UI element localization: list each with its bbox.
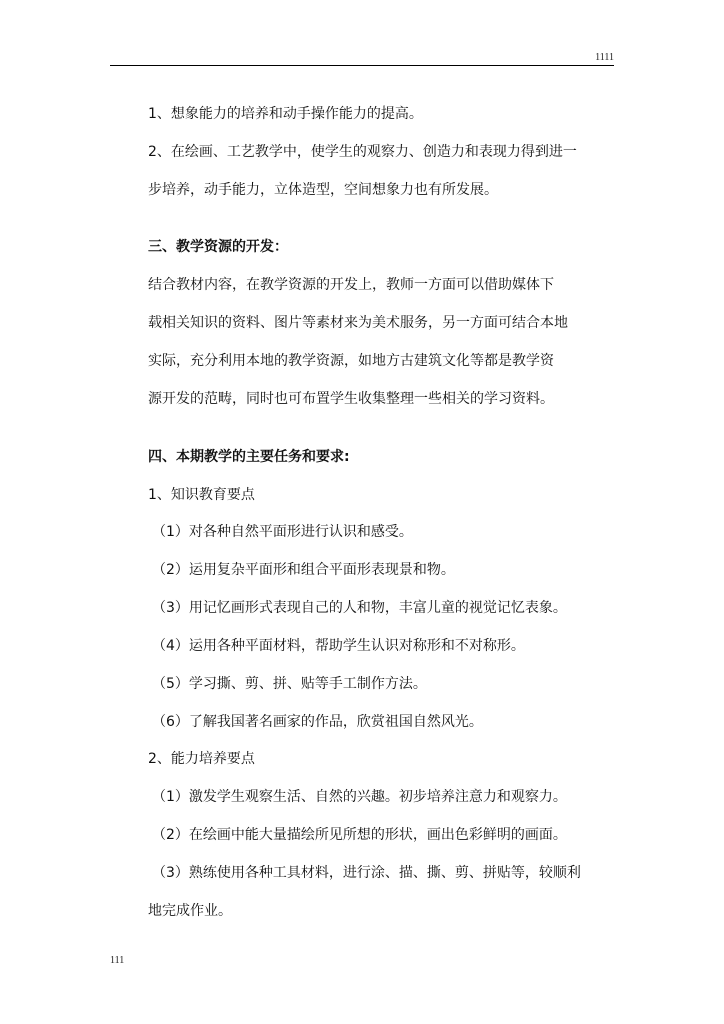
subheading-ability: 2、能力培养要点 (148, 751, 255, 767)
knowledge-item-2: （2）运用复杂平面形和组合平面形表现景和物。 (152, 562, 455, 578)
ability-item-3-cont: 地完成作业。 (148, 903, 232, 919)
knowledge-item-6: （6）了解我国著名画家的作品，欣赏祖国自然风光。 (152, 714, 483, 730)
goal-line-1: 1、想象能力的培养和动手操作能力的提高。 (148, 106, 423, 122)
resources-para-line-1: 结合教材内容，在教学资源的开发上，教师一方面可以借助媒体下 (148, 277, 554, 293)
ability-item-3: （3）熟练使用各种工具材料，进行涂、描、撕、剪、拼贴等，较顺利 (152, 865, 581, 881)
resources-para-line-4: 源开发的范畴，同时也可布置学生收集整理一些相关的学习资料。 (148, 391, 554, 407)
page-footer-number: 111 (110, 955, 125, 966)
knowledge-item-3: （3）用记忆画形式表现自己的人和物，丰富儿童的视觉记忆表象。 (152, 600, 567, 616)
goal-line-2-cont: 步培养，动手能力，立体造型，空间想象力也有所发展。 (148, 182, 498, 198)
knowledge-item-1: （1）对各种自然平面形进行认识和感受。 (152, 524, 413, 540)
resources-para-line-2: 载相关知识的资料、图片等素材来为美术服务，另一方面可结合本地 (148, 315, 568, 331)
header-rule (110, 65, 614, 66)
resources-para-line-3: 实际，充分利用本地的教学资源，如地方古建筑文化等都是教学资 (148, 353, 554, 369)
section-heading-tasks: 四、本期教学的主要任务和要求: (148, 449, 350, 465)
ability-item-1: （1）激发学生观察生活、自然的兴趣。初步培养注意力和观察力。 (152, 789, 567, 805)
section-heading-resources: 三、教学资源的开发： (148, 239, 288, 255)
ability-item-2: （2）在绘画中能大量描绘所见所想的形状，画出色彩鲜明的画面。 (152, 827, 567, 843)
knowledge-item-5: （5）学习撕、剪、拼、贴等手工制作方法。 (152, 676, 427, 692)
goal-line-2: 2、在绘画、工艺教学中，使学生的观察力、创造力和表现力得到进一 (148, 144, 577, 160)
subheading-knowledge: 1、知识教育要点 (148, 487, 255, 503)
knowledge-item-4: （4）运用各种平面材料，帮助学生认识对称形和不对称形。 (152, 638, 525, 654)
page-header-number: 1111 (595, 52, 614, 63)
